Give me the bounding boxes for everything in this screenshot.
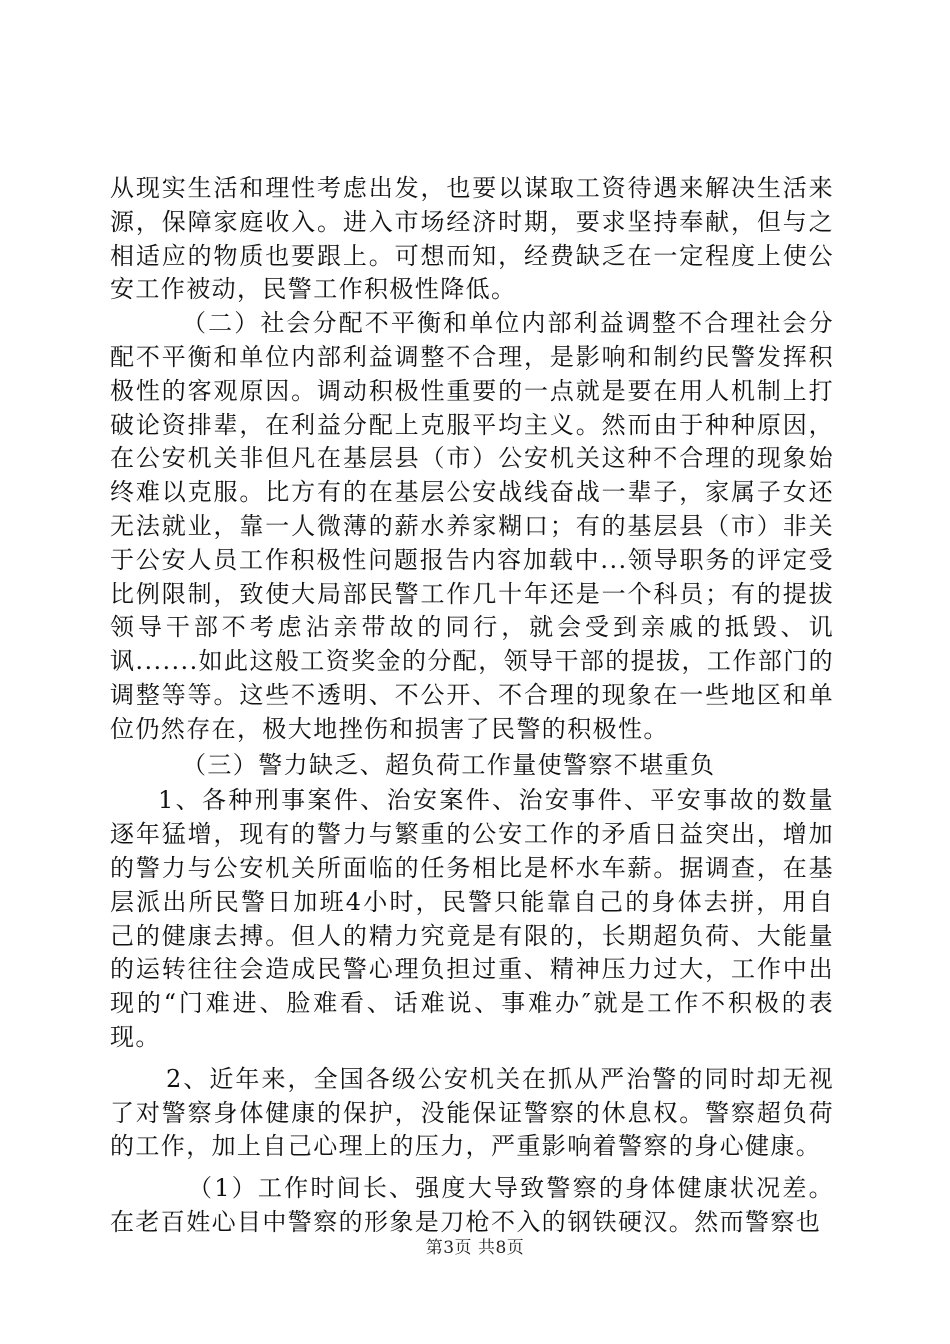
section-heading-3: （三）警力缺乏、超负荷工作量使警察不堪重负 [182,750,716,779]
paragraph-continued: 从现实生活和理性考虑出发，也要以谋取工资待遇来解决生活来源，保障家庭收入。进入市场经济时期，要求坚持奉献，但与之相适应的物质也要跟上。可想而知，经费缺乏在一定程度上使公安工作被动，民警工作积极性降低。 [110,174,834,304]
document-body [110,172,834,1240]
paragraph-section-2: （二）社会分配不平衡和单位内部利益调整不合理社会分配不平衡和单位内部利益调整不合理，是影响和制约民警发挥积极性的客观原因。调动积极性重要的一点就是要在用人机制上打破论资排辈，在利益分配上克服平均主义。然而由于种种原因，在公安机关非但凡在基层县（市）公安机关这种不合理的现象始终难以克服。比方有的在基层公安战线奋战一辈子，家属子女还无法就业，靠一人微薄的薪水养家糊口；有的基层县（市）非关于公安人员工作积极性问题报告内容加载中...领导职务的评定受比例限制，致使大局部民警工作几十年还是一个科员；有的提拔领导干部不考虑沾亲带故的同行，就会受到亲戚的抵毁、讥讽.......如此这般工资奖金的分配，领导干部的提拔，工作部门的调整等等。这些不透明、不公开、不合理的现象在一些地区和单位仍然存在，极大地挫伤和损害了民警的积极性。 [110,309,834,743]
paragraph-subitem-1: （1）工作时间长、强度大导致警察的身体健康状况差。在老百姓心目中警察的形象是刀枪不入的钢铁硬汉。然而警察也 [110,1174,834,1236]
page-number-footer: 第3页 共8页 [425,1238,525,1258]
paragraph-item-2: 2、近年来，全国各级公安机关在抓从严治警的同时却无视了对警察身体健康的保护，没能保证警察的休息权。警察超负荷的工作，加上自己心理上的压力，严重影响着警察的身心健康。 [110,1064,834,1161]
paragraph-item-1: 1、各种刑事案件、治安案件、治安事件、平安事故的数量逐年猛增，现有的警力与繁重的公安工作的矛盾日益突出，增加的警力与公安机关所面临的任务相比是杯水车薪。据调查，在基层派出所民警日加班4小时，民警只能靠自己的身体去拼，用自己的健康去搏。但人的精力究竟是有限的，长期超负荷、大能量的运转往往会造成民警心理负担过重、精神压力过大，工作中出现的“门难进、脸难看、话难说、事难办″就是工作不积极的表现。 [110,786,834,1051]
